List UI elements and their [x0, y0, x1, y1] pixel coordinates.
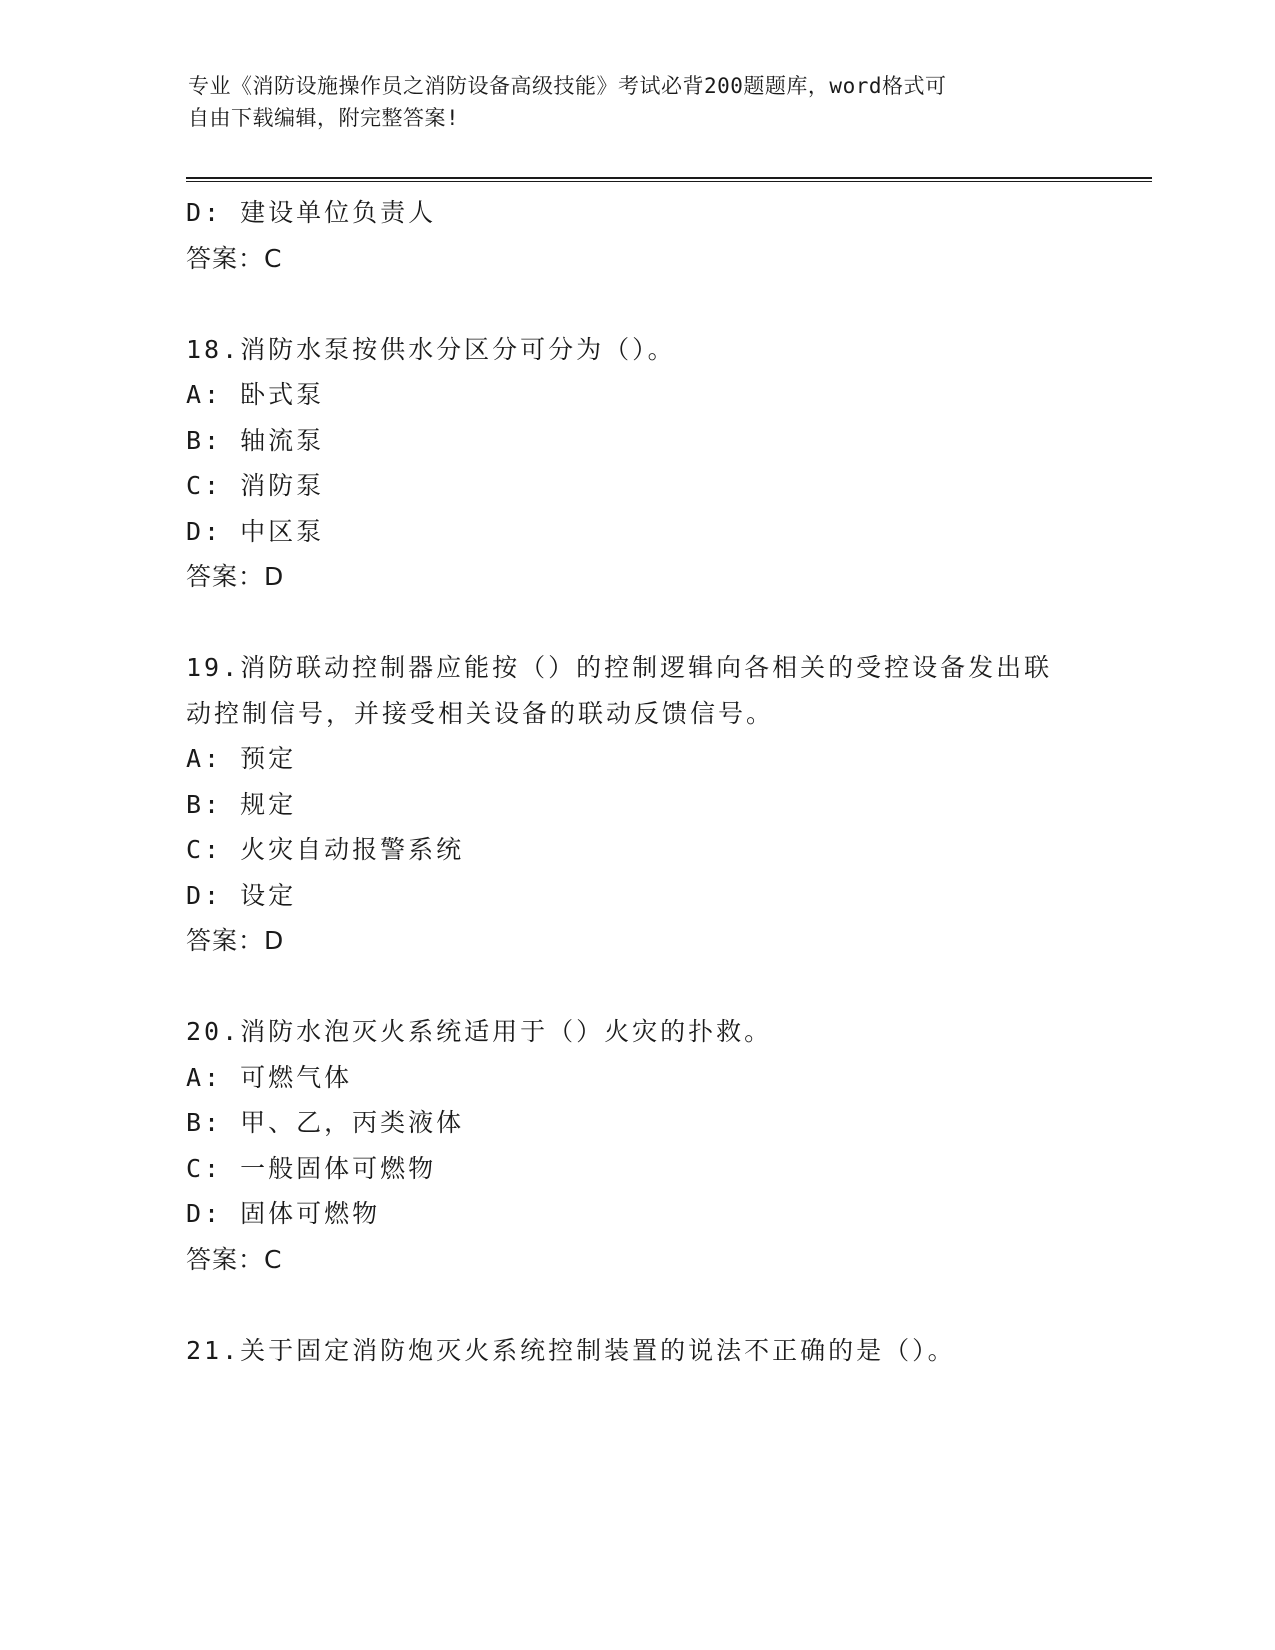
question-stem: 18.消防水泵按供水分区分可分为（）。: [186, 334, 676, 364]
spacer: [186, 1282, 1086, 1328]
question-list: [186, 190, 1086, 1373]
spacer: [186, 600, 1086, 646]
option-b: B: 规定: [186, 789, 297, 819]
answer-line: 答案：C: [186, 1244, 283, 1274]
question-stem-line-2: 动控制信号，并接受相关设备的联动反馈信号。: [186, 698, 775, 728]
option-b: B: 轴流泵: [186, 425, 325, 455]
option-c: C: 一般固体可燃物: [186, 1153, 437, 1183]
option-d: D: 中区泵: [186, 516, 325, 546]
option-a: A: 卧式泵: [186, 380, 325, 409]
option-b: B: 甲、乙，丙类液体: [186, 1108, 465, 1137]
question-18: [186, 327, 1086, 600]
header-line-2: 自由下载编辑，附完整答案!: [188, 106, 460, 130]
option-a: A: 预定: [186, 744, 297, 773]
spacer: [186, 281, 1086, 327]
header-divider: [186, 177, 1152, 182]
question-stem: 21.关于固定消防炮灭火系统控制装置的说法不正确的是（）。: [186, 1335, 956, 1365]
header-line-1: 专业《消防设施操作员之消防设备高级技能》考试必背200题题库，word格式可: [188, 74, 947, 98]
option-d: D: 设定: [186, 880, 297, 910]
option-c: C: 火灾自动报警系统: [186, 835, 465, 864]
question-20: [186, 1009, 1086, 1282]
answer-line: 答案：D: [186, 926, 285, 955]
option-d: D: 固体可燃物: [186, 1199, 381, 1228]
option-a: A: 可燃气体: [186, 1062, 353, 1092]
answer-line: 答案：C: [186, 243, 283, 273]
document-header: [188, 70, 1068, 134]
question-stem-line-1: 19.消防联动控制器应能按（）的控制逻辑向各相关的受控设备发出联: [186, 653, 1053, 682]
question-19: [186, 645, 1086, 964]
option-d: D: 建设单位负责人: [186, 198, 437, 227]
question-21: [186, 1328, 1086, 1374]
option-c: C: 消防泵: [186, 471, 325, 500]
answer-line: 答案：D: [186, 562, 285, 591]
question-stem: 20.消防水泡灭火系统适用于（）火灾的扑救。: [186, 1017, 773, 1046]
spacer: [186, 964, 1086, 1010]
